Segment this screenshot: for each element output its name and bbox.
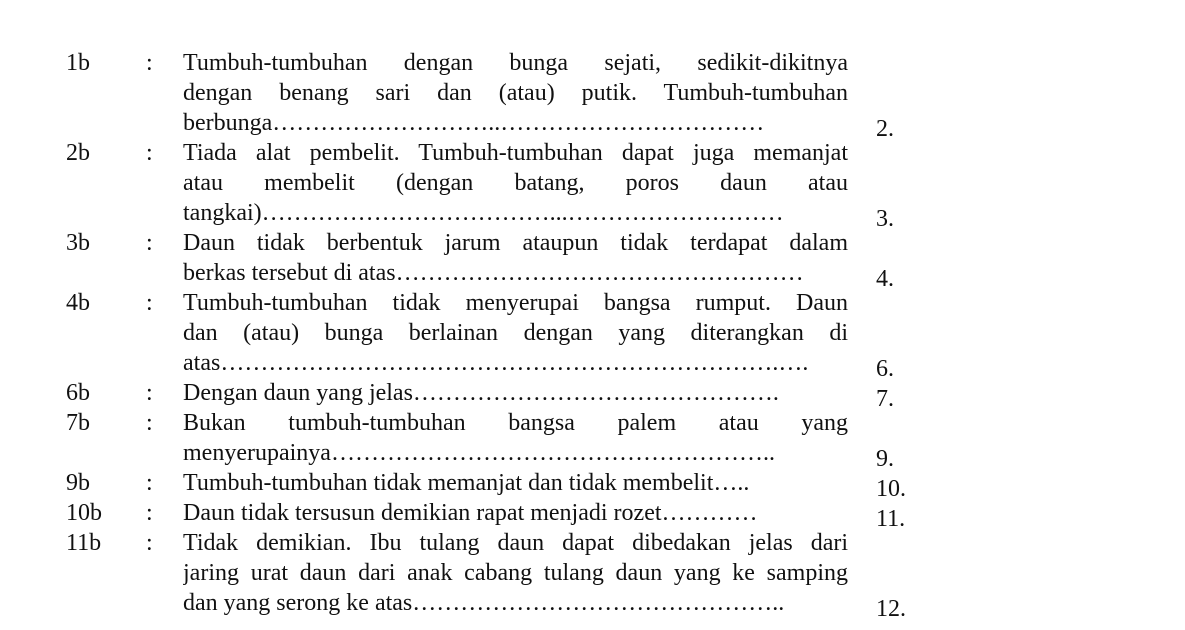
key-entry xyxy=(0,288,1185,382)
entry-description xyxy=(183,378,848,408)
entry-description-line: berbunga………………………..…………………………… xyxy=(183,110,765,136)
entry-reference-number: 4. xyxy=(876,266,894,292)
entry-code: 4b xyxy=(66,290,90,316)
entry-colon: : xyxy=(146,50,153,76)
entry-colon: : xyxy=(146,470,153,496)
entry-description xyxy=(183,288,848,378)
entry-colon: : xyxy=(146,230,153,256)
entry-code: 10b xyxy=(66,500,102,526)
entry-description xyxy=(183,468,848,498)
entry-code: 9b xyxy=(66,470,90,496)
entry-description-line: Tiada alat pembelit. Tumbuh-tumbuhan dapat juga memanjat xyxy=(183,140,848,166)
key-entry xyxy=(0,528,1185,622)
entry-description-line: Daun tidak berbentuk jarum ataupun tidak terdapat dalam xyxy=(183,230,848,256)
entry-description-line: dan (atau) bunga berlainan dengan yang diterangkan di xyxy=(183,320,848,346)
entry-description xyxy=(183,48,848,138)
entry-reference-number: 10. xyxy=(876,476,906,502)
entry-colon: : xyxy=(146,530,153,556)
entry-description-line: Tumbuh-tumbuhan tidak menyerupai bangsa rumput. Daun xyxy=(183,290,848,316)
entry-description-line: menyerupainya……………………………………………….. xyxy=(183,440,775,466)
entry-colon: : xyxy=(146,500,153,526)
entry-description xyxy=(183,228,848,288)
entry-description xyxy=(183,408,848,468)
key-entry xyxy=(0,498,1185,532)
key-entry xyxy=(0,378,1185,412)
key-entry xyxy=(0,138,1185,232)
entry-description-line: Tumbuh-tumbuhan dengan bunga sejati, sedikit-dikitnya xyxy=(183,50,848,76)
entry-code: 6b xyxy=(66,380,90,406)
entry-colon: : xyxy=(146,410,153,436)
key-entry xyxy=(0,468,1185,502)
entry-description-line: Daun tidak tersusun demikian rapat menjadi rozet………… xyxy=(183,500,758,526)
key-entry xyxy=(0,408,1185,472)
entry-description-line: atas…………………………………………………………….…. xyxy=(183,350,809,376)
key-entry xyxy=(0,228,1185,292)
entry-description-line: Bukan tumbuh-tumbuhan bangsa palem atau yang xyxy=(183,410,848,436)
entry-description-line: Tidak demikian. Ibu tulang daun dapat dibedakan jelas dari xyxy=(183,530,848,556)
entry-description-line: jaring urat daun dari anak cabang tulang daun yang ke samping xyxy=(183,560,848,586)
entry-description-line: berkas tersebut di atas…………………………………………… xyxy=(183,260,804,286)
entry-description-line: dengan benang sari dan (atau) putik. Tumbuh-tumbuhan xyxy=(183,80,848,106)
entry-description-line: Dengan daun yang jelas………………………………………. xyxy=(183,380,779,406)
entry-code: 1b xyxy=(66,50,90,76)
entry-description-line: atau membelit (dengan batang, poros daun atau xyxy=(183,170,848,196)
entry-code: 3b xyxy=(66,230,90,256)
entry-code: 7b xyxy=(66,410,90,436)
entry-description-line: Tumbuh-tumbuhan tidak memanjat dan tidak membelit….. xyxy=(183,470,750,496)
entry-reference-number: 12. xyxy=(876,596,906,622)
entry-description xyxy=(183,528,848,618)
entry-reference-number: 6. xyxy=(876,356,894,382)
entry-description xyxy=(183,138,848,228)
entry-colon: : xyxy=(146,380,153,406)
entry-colon: : xyxy=(146,140,153,166)
entry-reference-number: 9. xyxy=(876,446,894,472)
entry-description-line: tangkai)………………………………...……………………… xyxy=(183,200,784,226)
entry-description-line: dan yang serong ke atas……………………………………….. xyxy=(183,590,785,616)
key-entry xyxy=(0,48,1185,142)
entry-reference-number: 2. xyxy=(876,116,894,142)
entry-reference-number: 11. xyxy=(876,506,906,532)
entry-reference-number: 3. xyxy=(876,206,894,232)
entry-code: 11b xyxy=(66,530,102,556)
entry-description xyxy=(183,498,848,528)
entry-colon: : xyxy=(146,290,153,316)
entry-reference-number: 7. xyxy=(876,386,894,412)
entry-code: 2b xyxy=(66,140,90,166)
